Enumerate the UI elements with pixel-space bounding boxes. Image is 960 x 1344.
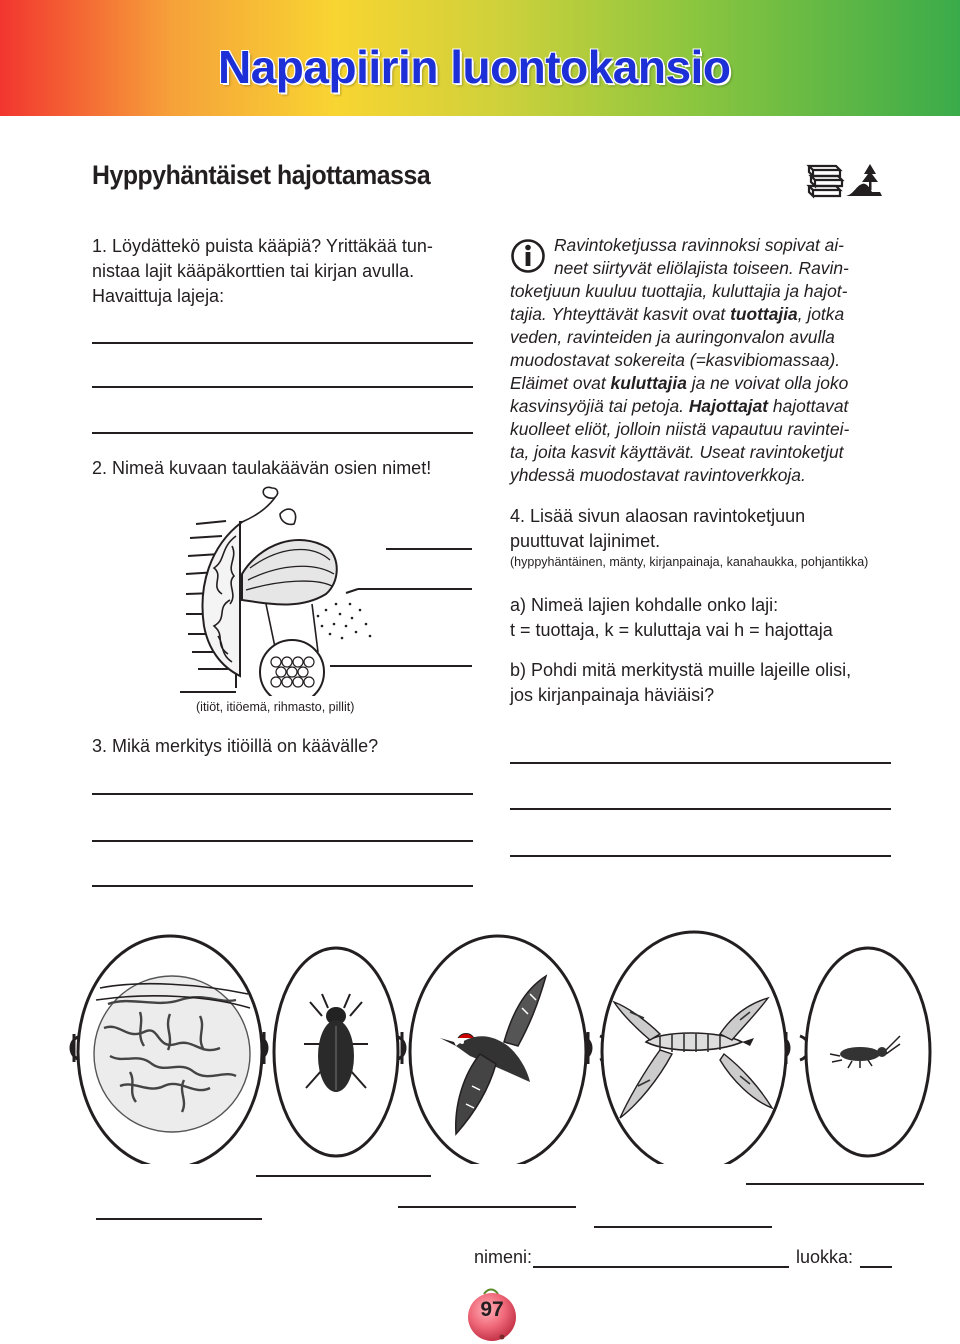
term-producers: tuottajia [730,304,798,324]
class-field[interactable] [860,1266,892,1268]
name-field[interactable] [533,1266,789,1268]
bark-beetle-picture [274,948,398,1156]
question-4-line-1: 4. Lisää sivun alaosan ravintoketjuun [510,506,806,526]
term-decomposers: Hajottajat [688,396,769,416]
wood-galleries-picture [78,936,262,1164]
parts-hint: (itiöt, itiöemä, rihmasto, pillit) [196,700,355,714]
class-label: luokka: [796,1247,854,1267]
woodpecker-picture [410,936,586,1164]
chain-answer-line[interactable] [398,1206,576,1208]
name-label: nimeni: [474,1247,533,1267]
species-hint: (hyppyhäntäinen, mänty, kirjanpainaja, kanahaukka, pohjantikka) [510,555,869,569]
food-chain-info-text: Ravintoketjussa ravinnoksi sopivat ai- neet siirtyvät eliölajista toiseen. Ravin- toketjuun kuuluu tuottajia, kuluttajia ja hajot- tajia. Yhteyttävät kasvit ovat tuottajia, jotka veden, ravinteiden ja auringonvalon avulla muodostavat sokereita (=kasvibiomassaa). Eläimet ovat kuluttajia ja ne voivat olla joko kasvinsyöjiä tai petoja. Hajottajat hajottavat kuolleet eliöt, jolloin niistä vapautuu ravintei- ta, joita kasvit käyttävät. Useat ravintoketjut yhdessä muodostavat ravintoverkkoja. [510,235,850,485]
food-chain [60,904,940,1164]
answer-line[interactable] [92,342,473,344]
chain-answer-line[interactable] [256,1175,431,1177]
answer-line[interactable] [92,386,473,388]
question-2: 2. Nimeä kuvaan taulakäävän osien nimet! [92,458,432,478]
question-4a-line-2: t = tuottaja, k = kuluttaja vai h = hajottaja [510,620,833,640]
answer-line[interactable] [92,885,473,887]
question-1-line-3: Havaittuja lajeja: [92,286,225,306]
question-1-line-2: nistaa lajit kääpäkorttien tai kirjan avulla. [92,261,415,281]
section-title: Hyppyhäntäiset hajottamassa [92,160,431,190]
question-3: 3. Mikä merkitys itiöillä on käävälle? [92,736,379,756]
chain-answer-line[interactable] [746,1183,924,1185]
question-4b-line-1: b) Pohdi mitä merkitystä muille lajeille olisi, [510,660,852,680]
answer-line[interactable] [510,855,891,857]
answer-line[interactable] [510,762,891,764]
page-title: Napapiirin luontokansio [218,41,731,93]
question-1-line-1: 1. Löydättekö puista kääpiä? Yrittäkää tun- [92,236,433,256]
chain-answer-line[interactable] [96,1218,262,1220]
page-number: 97 [480,1298,504,1321]
question-4b-line-2: jos kirjanpainaja häviäisi? [510,685,715,705]
question-4a-line-1: a) Nimeä lajien kohdalle onko laji: [510,595,779,615]
answer-line[interactable] [510,808,891,810]
bracket-fungus-diagram [180,476,480,696]
answer-line[interactable] [92,793,473,795]
answer-line[interactable] [92,432,473,434]
answer-line[interactable] [92,840,473,842]
question-4-line-2: puuttuvat lajinimet. [510,531,661,551]
term-consumers: kuluttajia [610,373,687,393]
books-and-tree-icon [806,160,888,200]
chain-answer-line[interactable] [594,1226,772,1228]
goshawk-picture [602,932,786,1164]
springtail-picture [806,948,930,1156]
